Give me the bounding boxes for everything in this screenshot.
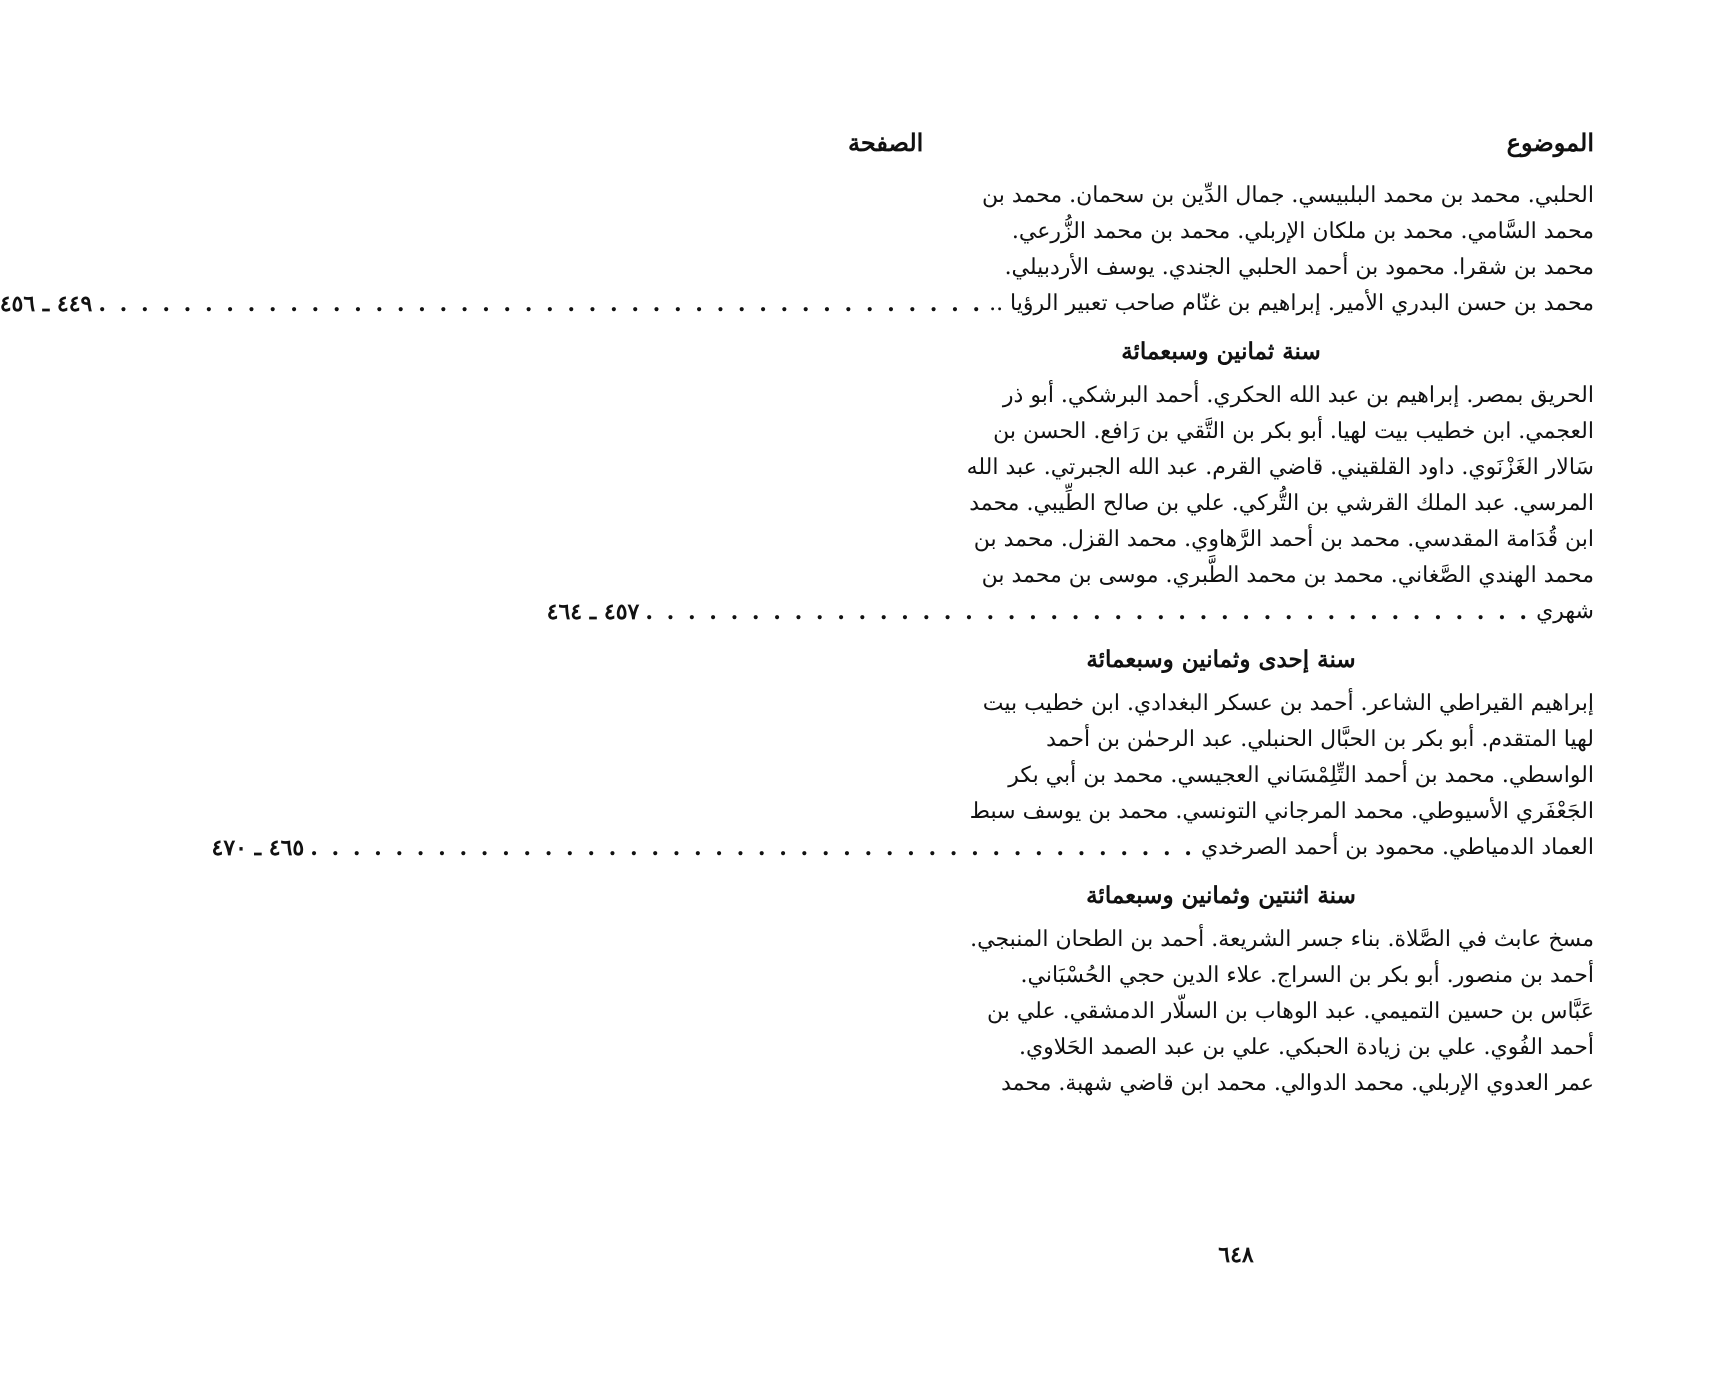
entry-line: عَبَّاس بن حسين التميمي. عبد الوهاب بن السلّار الدمشقي. علي بن — [986, 999, 1594, 1024]
entry-line: الواسطي. محمد بن أحمد التِّلِمْسَاني العجيسي. محمد بن أبي بكر — [1008, 763, 1594, 788]
page-range: ٤٦٥ ـ ٤٧٠ — [211, 835, 305, 861]
page-number: ٦٤٨ — [1218, 1242, 1254, 1268]
page-range: ٤٥٧ ـ ٤٦٤ — [546, 599, 640, 625]
entry-line: ابن قُدَامة المقدسي. محمد بن أحمد الرَّهاوي. محمد القزل. محمد بن — [973, 527, 1594, 552]
entry-line: محمد بن حسن البدري الأمير. إبراهيم بن غنّام صاحب تعبير الرؤيا .. — [989, 291, 1594, 316]
entry-last-line — [546, 594, 1594, 630]
entry-line: الحريق بمصر. إبراهيم بن عبد الله الحكري. أحمد البرشكي. أبو ذر — [1002, 383, 1594, 408]
year-heading: سنة إحدى وثمانين وسبعمائة — [1086, 646, 1356, 673]
entry-line: عمر العدوي الإربلي. محمد الدوالي. محمد ابن قاضي شهبة. محمد — [1001, 1071, 1594, 1096]
index-content — [0, 178, 1594, 1102]
index-header — [848, 128, 1594, 168]
index-entry — [0, 178, 1594, 322]
entry-line: أحمد الفُوي. علي بن زيادة الحبكي. علي بن عبد الصمد الحَلاوي. — [1018, 1035, 1594, 1060]
page-column-label: الصفحة — [848, 128, 924, 157]
entry-line: المرسي. عبد الملك القرشي بن التُّركي. علي بن صالح الطِّيبي. محمد — [969, 491, 1594, 516]
index-entry — [546, 378, 1594, 630]
entry-line: محمد السَّامي. محمد بن ملكان الإربلي. محمد بن محمد الزُّرعي. — [1011, 219, 1594, 244]
year-heading: سنة اثنتين وثمانين وسبعمائة — [1086, 882, 1356, 909]
leader-dots: . . . . . . . . . . . . . . . . . . . . . . . . . . . . . . . . . . . . . . . . . . — [310, 835, 1195, 861]
year-heading: سنة ثمانين وسبعمائة — [1121, 338, 1321, 365]
entry-line: مسخ عابث في الصَّلاة. بناء جسر الشريعة. أحمد بن الطحان المنبجي. — [970, 927, 1594, 952]
entry-last-line — [0, 286, 1594, 322]
entry-line: الجَعْفَري الأسيوطي. محمد المرجاني التونسي. محمد بن يوسف سبط — [969, 799, 1594, 824]
entry-line: لهيا المتقدم. أبو بكر بن الحبَّال الحنبلي. عبد الرحمٰن بن أحمد — [1046, 727, 1594, 752]
page-range: ٤٤٩ ـ ٤٥٦ — [0, 291, 93, 317]
entry-line: سَالار الغَزْنَوي. داود القلقيني. قاضي القرم. عبد الله الجبرتي. عبد الله — [966, 455, 1594, 480]
index-entry — [211, 686, 1594, 866]
entry-line: محمد بن شقرا. محمود بن أحمد الحلبي الجندي. يوسف الأردبيلي. — [1004, 255, 1594, 280]
subject-column-label: الموضوع — [1506, 128, 1594, 157]
entry-line: أحمد بن منصور. أبو بكر بن السراج. علاء الدين حجي الحُسْبَاني. — [1020, 963, 1594, 988]
entry-last-line — [211, 830, 1594, 866]
entry-line: العجمي. ابن خطيب بيت لهيا. أبو بكر بن التَّقي بن رَافع. الحسن بن — [993, 419, 1594, 444]
entry-line: محمد الهندي الصَّغاني. محمد بن محمد الطَّبري. موسى بن محمد بن — [981, 563, 1594, 588]
leader-dots: . . . . . . . . . . . . . . . . . . . . . . . . . . . . . . . . . . . . . . . . . . — [98, 291, 984, 317]
entry-line: إبراهيم القيراطي الشاعر. أحمد بن عسكر البغدادي. ابن خطيب بيت — [982, 691, 1594, 716]
entry-line: العماد الدمياطي. محمود بن أحمد الصرخدي — [1200, 835, 1594, 860]
entry-line: الحلبي. محمد بن محمد البلبيسي. جمال الدِّين بن سحمان. محمد بن — [982, 183, 1594, 208]
entry-line: شهري — [1536, 599, 1594, 624]
index-entry — [848, 922, 1594, 1102]
leader-dots: . . . . . . . . . . . . . . . . . . . . . . . . . . . . . . . . . . . . . . . . . . — [645, 599, 1531, 625]
